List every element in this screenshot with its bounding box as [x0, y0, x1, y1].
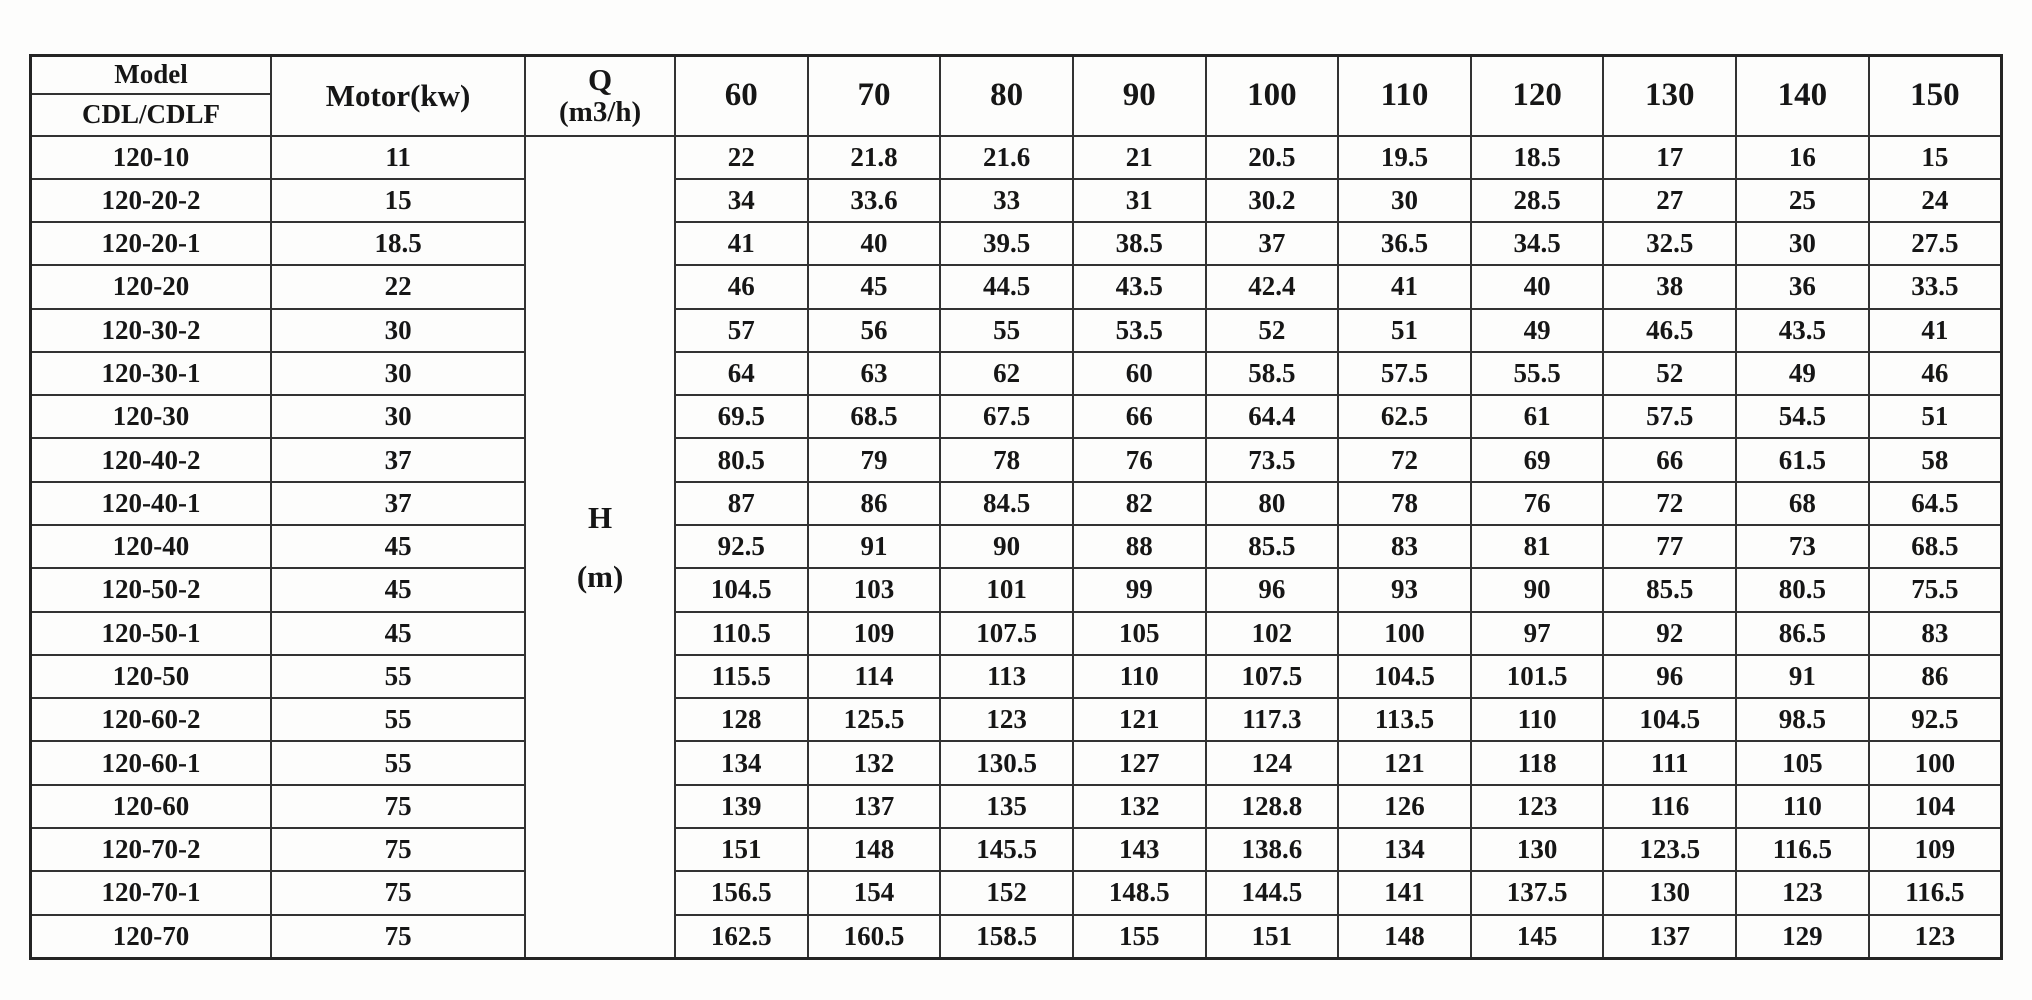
head-cell: 77: [1603, 525, 1736, 568]
head-cell: 151: [1206, 915, 1339, 959]
head-cell: 121: [1338, 741, 1471, 784]
head-cell: 75.5: [1869, 568, 2002, 611]
table-row: [31, 395, 2002, 438]
model-cell: 120-20: [31, 265, 271, 308]
head-cell: 37: [1206, 222, 1339, 265]
flow-column-header: 60: [675, 56, 808, 136]
table-body: [31, 136, 2002, 959]
head-cell: 102: [1206, 612, 1339, 655]
table-row: [31, 482, 2002, 525]
model-header-label: Model: [31, 56, 271, 94]
head-cell: 124: [1206, 741, 1339, 784]
head-cell: 97: [1471, 612, 1604, 655]
model-cell: 120-70-1: [31, 871, 271, 914]
head-cell: 80.5: [675, 438, 808, 481]
head-cell: 36.5: [1338, 222, 1471, 265]
model-cell: 120-30-1: [31, 352, 271, 395]
model-cell: 120-60-2: [31, 698, 271, 741]
head-cell: 28.5: [1471, 179, 1604, 222]
motor-cell: 55: [271, 698, 525, 741]
head-cell: 55.5: [1471, 352, 1604, 395]
head-cell: 125.5: [808, 698, 941, 741]
head-cell: 130: [1471, 828, 1604, 871]
head-cell: 53.5: [1073, 309, 1206, 352]
motor-cell: 75: [271, 785, 525, 828]
motor-cell: 75: [271, 915, 525, 959]
head-cell: 51: [1338, 309, 1471, 352]
head-cell: 85.5: [1603, 568, 1736, 611]
head-cell: 64.5: [1869, 482, 2002, 525]
flow-column-header: 150: [1869, 56, 2002, 136]
head-cell: 62.5: [1338, 395, 1471, 438]
head-symbol-label: H: [588, 499, 613, 535]
motor-cell: 55: [271, 741, 525, 784]
head-cell: 96: [1206, 568, 1339, 611]
head-cell: 110: [1073, 655, 1206, 698]
model-cell: 120-50-2: [31, 568, 271, 611]
head-cell: 137.5: [1471, 871, 1604, 914]
head-cell: 68.5: [808, 395, 941, 438]
head-cell: 101.5: [1471, 655, 1604, 698]
head-unit-label: (m): [576, 558, 624, 594]
head-cell: 68: [1736, 482, 1869, 525]
head-cell: 76: [1471, 482, 1604, 525]
head-cell: 86.5: [1736, 612, 1869, 655]
head-cell: 24: [1869, 179, 2002, 222]
model-cell: 120-60-1: [31, 741, 271, 784]
head-cell: 113: [940, 655, 1073, 698]
head-cell: 25: [1736, 179, 1869, 222]
head-cell: 90: [1471, 568, 1604, 611]
head-cell: 93: [1338, 568, 1471, 611]
model-cell: 120-60: [31, 785, 271, 828]
head-cell: 16: [1736, 136, 1869, 179]
table-row: [31, 655, 2002, 698]
head-cell: 20.5: [1206, 136, 1339, 179]
pump-head-table: [29, 54, 2003, 960]
head-cell: 51: [1869, 395, 2002, 438]
head-cell: 128.8: [1206, 785, 1339, 828]
model-cell: 120-20-1: [31, 222, 271, 265]
head-cell: 162.5: [675, 915, 808, 959]
head-cell: 123.5: [1603, 828, 1736, 871]
head-cell: 66: [1603, 438, 1736, 481]
head-cell: 36: [1736, 265, 1869, 308]
motor-cell: 55: [271, 655, 525, 698]
head-cell: 155: [1073, 915, 1206, 959]
model-cell: 120-70: [31, 915, 271, 959]
head-cell: 64: [675, 352, 808, 395]
head-cell: 41: [1338, 265, 1471, 308]
head-cell: 43.5: [1736, 309, 1869, 352]
head-cell: 101: [940, 568, 1073, 611]
head-cell: 98.5: [1736, 698, 1869, 741]
header-row-top: [31, 56, 2002, 94]
head-cell: 66: [1073, 395, 1206, 438]
head-cell: 132: [1073, 785, 1206, 828]
head-cell: 79: [808, 438, 941, 481]
head-cell: 88: [1073, 525, 1206, 568]
model-series-label: CDL/CDLF: [31, 94, 271, 136]
head-cell: 139: [675, 785, 808, 828]
head-cell: 107.5: [1206, 655, 1339, 698]
motor-cell: 30: [271, 352, 525, 395]
head-cell: 52: [1603, 352, 1736, 395]
table-row: [31, 309, 2002, 352]
head-cell: 87: [675, 482, 808, 525]
head-cell: 30: [1736, 222, 1869, 265]
head-cell: 62: [940, 352, 1073, 395]
flow-column-header: 80: [940, 56, 1073, 136]
head-cell: 158.5: [940, 915, 1073, 959]
head-cell: 130.5: [940, 741, 1073, 784]
model-cell: 120-70-2: [31, 828, 271, 871]
table-row: [31, 438, 2002, 481]
head-cell: 18.5: [1471, 136, 1604, 179]
head-cell: 38: [1603, 265, 1736, 308]
head-cell: 17: [1603, 136, 1736, 179]
head-cell: 91: [808, 525, 941, 568]
head-cell: 32.5: [1603, 222, 1736, 265]
head-cell: 83: [1869, 612, 2002, 655]
head-cell: 54.5: [1736, 395, 1869, 438]
head-cell: 45: [808, 265, 941, 308]
head-cell: 56: [808, 309, 941, 352]
head-unit-cell: [525, 136, 675, 959]
head-cell: 91: [1736, 655, 1869, 698]
head-cell: 61: [1471, 395, 1604, 438]
motor-cell: 75: [271, 871, 525, 914]
motor-cell: 45: [271, 612, 525, 655]
head-cell: 100: [1338, 612, 1471, 655]
head-cell: 34.5: [1471, 222, 1604, 265]
flow-column-header: 100: [1206, 56, 1339, 136]
head-cell: 73: [1736, 525, 1869, 568]
head-cell: 105: [1073, 612, 1206, 655]
motor-cell: 30: [271, 309, 525, 352]
head-cell: 110.5: [675, 612, 808, 655]
head-cell: 114: [808, 655, 941, 698]
head-cell: 44.5: [940, 265, 1073, 308]
head-cell: 41: [675, 222, 808, 265]
head-cell: 107.5: [940, 612, 1073, 655]
head-cell: 145: [1471, 915, 1604, 959]
head-cell: 129: [1736, 915, 1869, 959]
head-cell: 57.5: [1338, 352, 1471, 395]
head-cell: 115.5: [675, 655, 808, 698]
head-cell: 80: [1206, 482, 1339, 525]
head-cell: 49: [1736, 352, 1869, 395]
table-row: [31, 741, 2002, 784]
head-cell: 30: [1338, 179, 1471, 222]
head-cell: 57.5: [1603, 395, 1736, 438]
table-row: [31, 871, 2002, 914]
head-cell: 15: [1869, 136, 2002, 179]
flow-column-header: 70: [808, 56, 941, 136]
head-cell: 69: [1471, 438, 1604, 481]
head-cell: 58.5: [1206, 352, 1339, 395]
head-cell: 126: [1338, 785, 1471, 828]
table-header: [31, 56, 2002, 136]
head-cell: 135: [940, 785, 1073, 828]
head-cell: 90: [940, 525, 1073, 568]
head-cell: 144.5: [1206, 871, 1339, 914]
flow-column-header: 90: [1073, 56, 1206, 136]
head-cell: 55: [940, 309, 1073, 352]
table-row: [31, 568, 2002, 611]
head-cell: 38.5: [1073, 222, 1206, 265]
table-row: [31, 525, 2002, 568]
head-cell: 34: [675, 179, 808, 222]
motor-header-label: Motor(kw): [271, 56, 525, 136]
flow-symbol-label: Q: [588, 61, 613, 97]
head-cell: 22: [675, 136, 808, 179]
motor-cell: 45: [271, 568, 525, 611]
head-cell: 128: [675, 698, 808, 741]
head-cell: 21: [1073, 136, 1206, 179]
head-cell: 132: [808, 741, 941, 784]
head-cell: 138.6: [1206, 828, 1339, 871]
motor-cell: 37: [271, 438, 525, 481]
table-row: [31, 222, 2002, 265]
head-cell: 63: [808, 352, 941, 395]
head-cell: 83: [1338, 525, 1471, 568]
motor-cell: 15: [271, 179, 525, 222]
head-cell: 123: [1736, 871, 1869, 914]
head-cell: 123: [1869, 915, 2002, 959]
head-cell: 41: [1869, 309, 2002, 352]
table-row: [31, 612, 2002, 655]
head-cell: 96: [1603, 655, 1736, 698]
head-cell: 57: [675, 309, 808, 352]
head-cell: 141: [1338, 871, 1471, 914]
head-cell: 113.5: [1338, 698, 1471, 741]
head-cell: 78: [940, 438, 1073, 481]
head-cell: 143: [1073, 828, 1206, 871]
head-cell: 86: [808, 482, 941, 525]
head-cell: 148.5: [1073, 871, 1206, 914]
head-cell: 116.5: [1736, 828, 1869, 871]
head-cell: 104.5: [1603, 698, 1736, 741]
head-cell: 154: [808, 871, 941, 914]
head-cell: 92.5: [1869, 698, 2002, 741]
flow-unit-header: [525, 56, 675, 136]
head-cell: 27.5: [1869, 222, 2002, 265]
head-cell: 92: [1603, 612, 1736, 655]
table-row: [31, 698, 2002, 741]
head-cell: 31: [1073, 179, 1206, 222]
head-cell: 81: [1471, 525, 1604, 568]
head-cell: 121: [1073, 698, 1206, 741]
head-cell: 151: [675, 828, 808, 871]
head-cell: 160.5: [808, 915, 941, 959]
flow-column-header: 120: [1471, 56, 1604, 136]
head-cell: 105: [1736, 741, 1869, 784]
head-cell: 123: [1471, 785, 1604, 828]
head-cell: 80.5: [1736, 568, 1869, 611]
head-cell: 137: [808, 785, 941, 828]
head-cell: 46: [675, 265, 808, 308]
model-cell: 120-10: [31, 136, 271, 179]
model-cell: 120-40-1: [31, 482, 271, 525]
head-cell: 134: [1338, 828, 1471, 871]
motor-cell: 11: [271, 136, 525, 179]
head-cell: 145.5: [940, 828, 1073, 871]
head-cell: 84.5: [940, 482, 1073, 525]
flow-column-header: 130: [1603, 56, 1736, 136]
flow-column-header: 110: [1338, 56, 1471, 136]
head-cell: 68.5: [1869, 525, 2002, 568]
head-cell: 46.5: [1603, 309, 1736, 352]
model-cell: 120-50-1: [31, 612, 271, 655]
motor-cell: 75: [271, 828, 525, 871]
head-cell: 69.5: [675, 395, 808, 438]
head-cell: 42.4: [1206, 265, 1339, 308]
motor-cell: 18.5: [271, 222, 525, 265]
head-cell: 72: [1603, 482, 1736, 525]
motor-cell: 45: [271, 525, 525, 568]
head-cell: 19.5: [1338, 136, 1471, 179]
head-cell: 86: [1869, 655, 2002, 698]
head-cell: 85.5: [1206, 525, 1339, 568]
head-cell: 148: [808, 828, 941, 871]
head-cell: 33.5: [1869, 265, 2002, 308]
flow-column-header: 140: [1736, 56, 1869, 136]
motor-cell: 37: [271, 482, 525, 525]
head-cell: 39.5: [940, 222, 1073, 265]
model-cell: 120-40: [31, 525, 271, 568]
head-cell: 116: [1603, 785, 1736, 828]
head-cell: 73.5: [1206, 438, 1339, 481]
model-cell: 120-30: [31, 395, 271, 438]
head-cell: 127: [1073, 741, 1206, 784]
head-cell: 137: [1603, 915, 1736, 959]
head-cell: 103: [808, 568, 941, 611]
motor-cell: 22: [271, 265, 525, 308]
head-cell: 40: [808, 222, 941, 265]
motor-cell: 30: [271, 395, 525, 438]
head-cell: 30.2: [1206, 179, 1339, 222]
head-cell: 58: [1869, 438, 2002, 481]
head-cell: 64.4: [1206, 395, 1339, 438]
head-cell: 67.5: [940, 395, 1073, 438]
head-cell: 60: [1073, 352, 1206, 395]
head-cell: 104: [1869, 785, 2002, 828]
head-cell: 82: [1073, 482, 1206, 525]
head-cell: 33: [940, 179, 1073, 222]
head-cell: 21.6: [940, 136, 1073, 179]
table-row: [31, 136, 2002, 179]
head-cell: 148: [1338, 915, 1471, 959]
head-cell: 134: [675, 741, 808, 784]
head-cell: 110: [1471, 698, 1604, 741]
head-cell: 52: [1206, 309, 1339, 352]
head-cell: 21.8: [808, 136, 941, 179]
table-row: [31, 915, 2002, 959]
head-cell: 104.5: [675, 568, 808, 611]
head-cell: 100: [1869, 741, 2002, 784]
model-cell: 120-40-2: [31, 438, 271, 481]
head-cell: 46: [1869, 352, 2002, 395]
table-row: [31, 352, 2002, 395]
head-cell: 27: [1603, 179, 1736, 222]
head-cell: 104.5: [1338, 655, 1471, 698]
head-cell: 72: [1338, 438, 1471, 481]
model-cell: 120-20-2: [31, 179, 271, 222]
head-cell: 117.3: [1206, 698, 1339, 741]
head-cell: 130: [1603, 871, 1736, 914]
table-row: [31, 179, 2002, 222]
head-cell: 152: [940, 871, 1073, 914]
table-row: [31, 265, 2002, 308]
head-cell: 123: [940, 698, 1073, 741]
head-cell: 116.5: [1869, 871, 2002, 914]
head-cell: 110: [1736, 785, 1869, 828]
head-cell: 156.5: [675, 871, 808, 914]
model-cell: 120-30-2: [31, 309, 271, 352]
head-cell: 76: [1073, 438, 1206, 481]
head-cell: 49: [1471, 309, 1604, 352]
model-cell: 120-50: [31, 655, 271, 698]
table-row: [31, 828, 2002, 871]
head-cell: 109: [808, 612, 941, 655]
head-cell: 118: [1471, 741, 1604, 784]
head-cell: 61.5: [1736, 438, 1869, 481]
head-cell: 43.5: [1073, 265, 1206, 308]
head-cell: 33.6: [808, 179, 941, 222]
head-cell: 109: [1869, 828, 2002, 871]
flow-unit-label: (m3/h): [559, 95, 642, 128]
head-cell: 78: [1338, 482, 1471, 525]
head-cell: 92.5: [675, 525, 808, 568]
head-cell: 40: [1471, 265, 1604, 308]
head-cell: 99: [1073, 568, 1206, 611]
head-cell: 111: [1603, 741, 1736, 784]
table-row: [31, 785, 2002, 828]
